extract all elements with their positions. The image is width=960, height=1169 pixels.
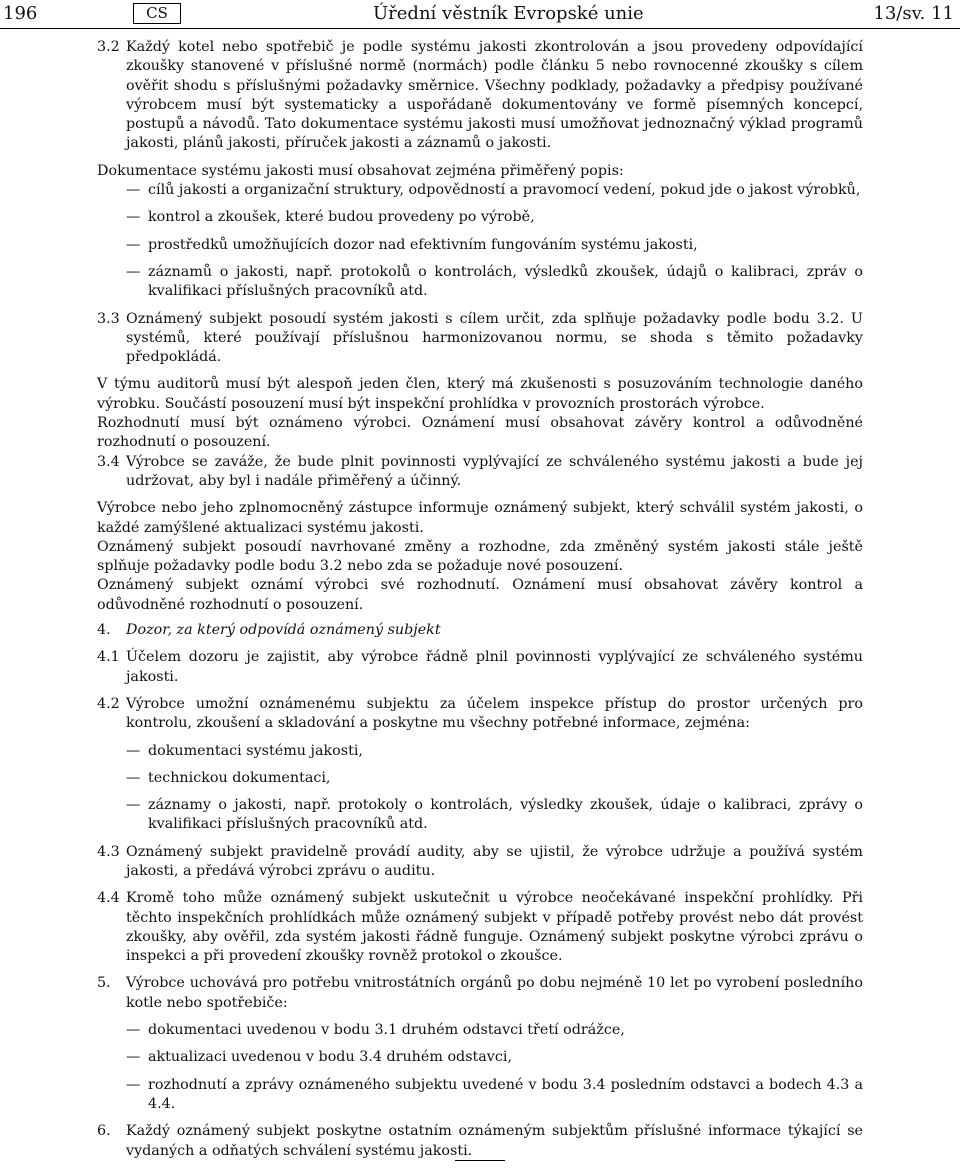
section-number: 4.1 [97, 649, 120, 666]
document-body [97, 38, 863, 1169]
section-number: 3.4 [97, 453, 120, 470]
list-item [126, 236, 863, 255]
issue-number: 13/sv. 11 [873, 3, 954, 24]
list-item-text: rozhodnutí a zprávy oznámeného subjektu uvedené v bodu 3.4 posledním odstavci a bodech 4.3 a 4.4. [148, 1076, 863, 1112]
section-3-4 [97, 453, 863, 492]
paragraph: Oznámený subjekt posoudí systém jakosti s cílem určit, zda splňuje požadavky podle bodu 3.2. U systémů, které používají příslušnou harmonizovanou normu, se shoda s těmito požadavky předpokládá. [126, 310, 863, 366]
section-number: 4.3 [97, 843, 120, 860]
section-4-2 [97, 695, 863, 734]
paragraph: Oznámený subjekt posoudí navrhované změny a rozhodne, zda změněný systém jakosti stále ještě splňuje požadavky podle bodu 3.2 nebo zda se požaduje nové posouzení. [97, 538, 863, 575]
list-item [126, 181, 863, 200]
list-item-text: kontrol a zkoušek, které budou provedeny po výrobě, [148, 209, 535, 226]
section-4-1 [97, 648, 863, 687]
dash-marker: — [126, 1076, 141, 1093]
paragraph: Výrobce uchovává pro potřebu vnitrostátních orgánů po dobu nejméně 10 let po vyrobení posledního kotle nebo spotřebiče: [126, 975, 863, 1011]
list-item-text: záznamy o jakosti, např. protokoly o kontrolách, výsledky zkoušek, údaje o kalibraci, zprávy o kvalifikaci příslušných pracovníků atd. [148, 797, 863, 833]
section-number: 3.2 [97, 39, 120, 55]
paragraph: Kromě toho může oznámený subjekt uskutečnit u výrobce neočekávané inspekční prohlídky. Při těchto inspekčních prohlídkách může oznámený subjekt v případě potřeby provést nebo dát provést zkoušky, aby ověřil, zda systém jakosti řádně funguje. Oznámený subjekt poskytne výrobci zprávu o inspekci a při provedení zkoušky rovněž protokol o zkoušce. [126, 890, 863, 965]
section-number: 4.2 [97, 695, 120, 712]
list-item [126, 769, 863, 788]
paragraph: Výrobce se zaváže, že bude plnit povinnosti vyplývající ze schváleného systému jakosti a bude jej udržovat, aby byl i nadále přiměřený a účinný. [126, 453, 863, 489]
footer-rule [455, 1160, 505, 1161]
list-item [126, 263, 863, 302]
dash-marker: — [126, 263, 141, 280]
section-3-2 [97, 38, 863, 154]
section-number: 3.3 [97, 310, 120, 327]
paragraph: Výrobce umožní oznámenému subjektu za účelem inspekce přístup do prostor určených pro kontrolu, zkoušení a skladování a poskytne mu všechny potřebné informace, zejména: [126, 695, 863, 732]
paragraph: Každý oznámený subjekt poskytne ostatním oznámeným subjektům příslušné informace týkající se vydaných a odňatých schválení systému jakosti. [126, 1123, 863, 1159]
list-item-text: cílů jakosti a organizační struktury, odpovědností a pravomocí vedení, pokud jde o jakost výrobků, [148, 182, 861, 199]
list-item-text: dokumentaci systému jakosti, [148, 742, 363, 759]
list-item [126, 208, 863, 227]
dash-marker: — [126, 797, 141, 814]
dash-marker: — [126, 209, 141, 226]
paragraph: V týmu auditorů musí být alespoň jeden člen, který má zkušenosti s posuzováním technologie daného výrobku. Součástí posouzení musí být inspekční prohlídka v provozních prostorách výrobce. [97, 376, 863, 412]
page-header [0, 0, 960, 29]
list-item-text: prostředků umožňujících dozor nad efektivním fungováním systému jakosti, [148, 236, 698, 253]
paragraph: Výrobce nebo jeho zplnomocněný zástupce informuje oznámený subjekt, který schválil systém jakosti, o každé zamýšlené aktualizaci systému jakosti. [97, 500, 863, 536]
dash-marker: — [126, 236, 141, 253]
section-5 [97, 974, 863, 1013]
section-number: 6. [97, 1123, 111, 1140]
list-item [126, 796, 863, 835]
dash-marker: — [126, 742, 141, 759]
section-4-4 [97, 889, 863, 966]
journal-title: Úřední věstník Evropské unie [373, 3, 644, 24]
section-6 [97, 1122, 863, 1161]
paragraph: Dokumentace systému jakosti musí obsahovat zejména přiměřený popis: [97, 162, 624, 179]
list-item-text: záznamů o jakosti, např. protokolů o kontrolách, výsledků zkoušek, údajů o kalibraci, zpráv o kvalifikaci příslušných pracovníků atd. [148, 263, 863, 300]
dash-marker: — [126, 769, 141, 786]
list-item-text: technickou dokumentaci, [148, 769, 331, 786]
section-number: 4. [97, 622, 111, 639]
paragraph: Účelem dozoru je zajistit, aby výrobce řádně plnil povinnosti vyplývající ze schváleného systému jakosti. [126, 649, 863, 685]
section-number: 4.4 [97, 890, 120, 907]
list-item-text: dokumentaci uvedenou v bodu 3.1 druhém odstavci třetí odrážce, [148, 1022, 625, 1039]
dash-marker: — [126, 1049, 141, 1066]
section-3-3 [97, 310, 863, 368]
section-4-heading [97, 621, 863, 640]
section-number: 5. [97, 975, 111, 992]
section-4-3 [97, 843, 863, 882]
paragraph: Každý kotel nebo spotřebič je podle systému jakosti zkontrolován a jsou provedeny odpovídající zkoušky stanovené v příslušné normě (normách) podle článku 5 nebo rovnocenné zkoušky s cílem ověřit shodu s příslušnými požadavky směrnice. Všechny podklady, požadavky a předpisy používané výrobcem musí být systematicky a uspořádaně dokumentovány ve formě písemných koncepcí, postupů a návodů. Tato dokumentace systému jakosti musí umožňovat jednoznačný výklad programů jakosti, plánů jakosti, příruček jakosti a záznamů o jakosti. [126, 39, 863, 152]
paragraph: Oznámený subjekt oznámí výrobci své rozhodnutí. Oznámení musí obsahovat závěry kontrol a odůvodněné rozhodnutí o posouzení. [97, 577, 863, 613]
list-item [126, 742, 863, 761]
dash-marker: — [126, 1022, 141, 1039]
dash-marker: — [126, 182, 141, 199]
list-item [126, 1021, 863, 1040]
list-item [126, 1076, 863, 1115]
page-number: 196 [3, 3, 38, 24]
language-code-box: CS [133, 3, 181, 24]
paragraph: Rozhodnutí musí být oznámeno výrobci. Oznámení musí obsahovat závěry kontrol a odůvodněné rozhodnutí o posouzení. [97, 415, 863, 451]
list-item [126, 1048, 863, 1067]
section-title: Dozor, za který odpovídá oznámený subjekt [126, 622, 441, 639]
paragraph: Oznámený subjekt pravidelně provádí audity, aby se ujistil, že výrobce udržuje a používá systém jakosti, a předává výrobci zprávu o auditu. [126, 843, 863, 879]
list-item-text: aktualizaci uvedenou v bodu 3.4 druhém odstavci, [148, 1049, 513, 1066]
